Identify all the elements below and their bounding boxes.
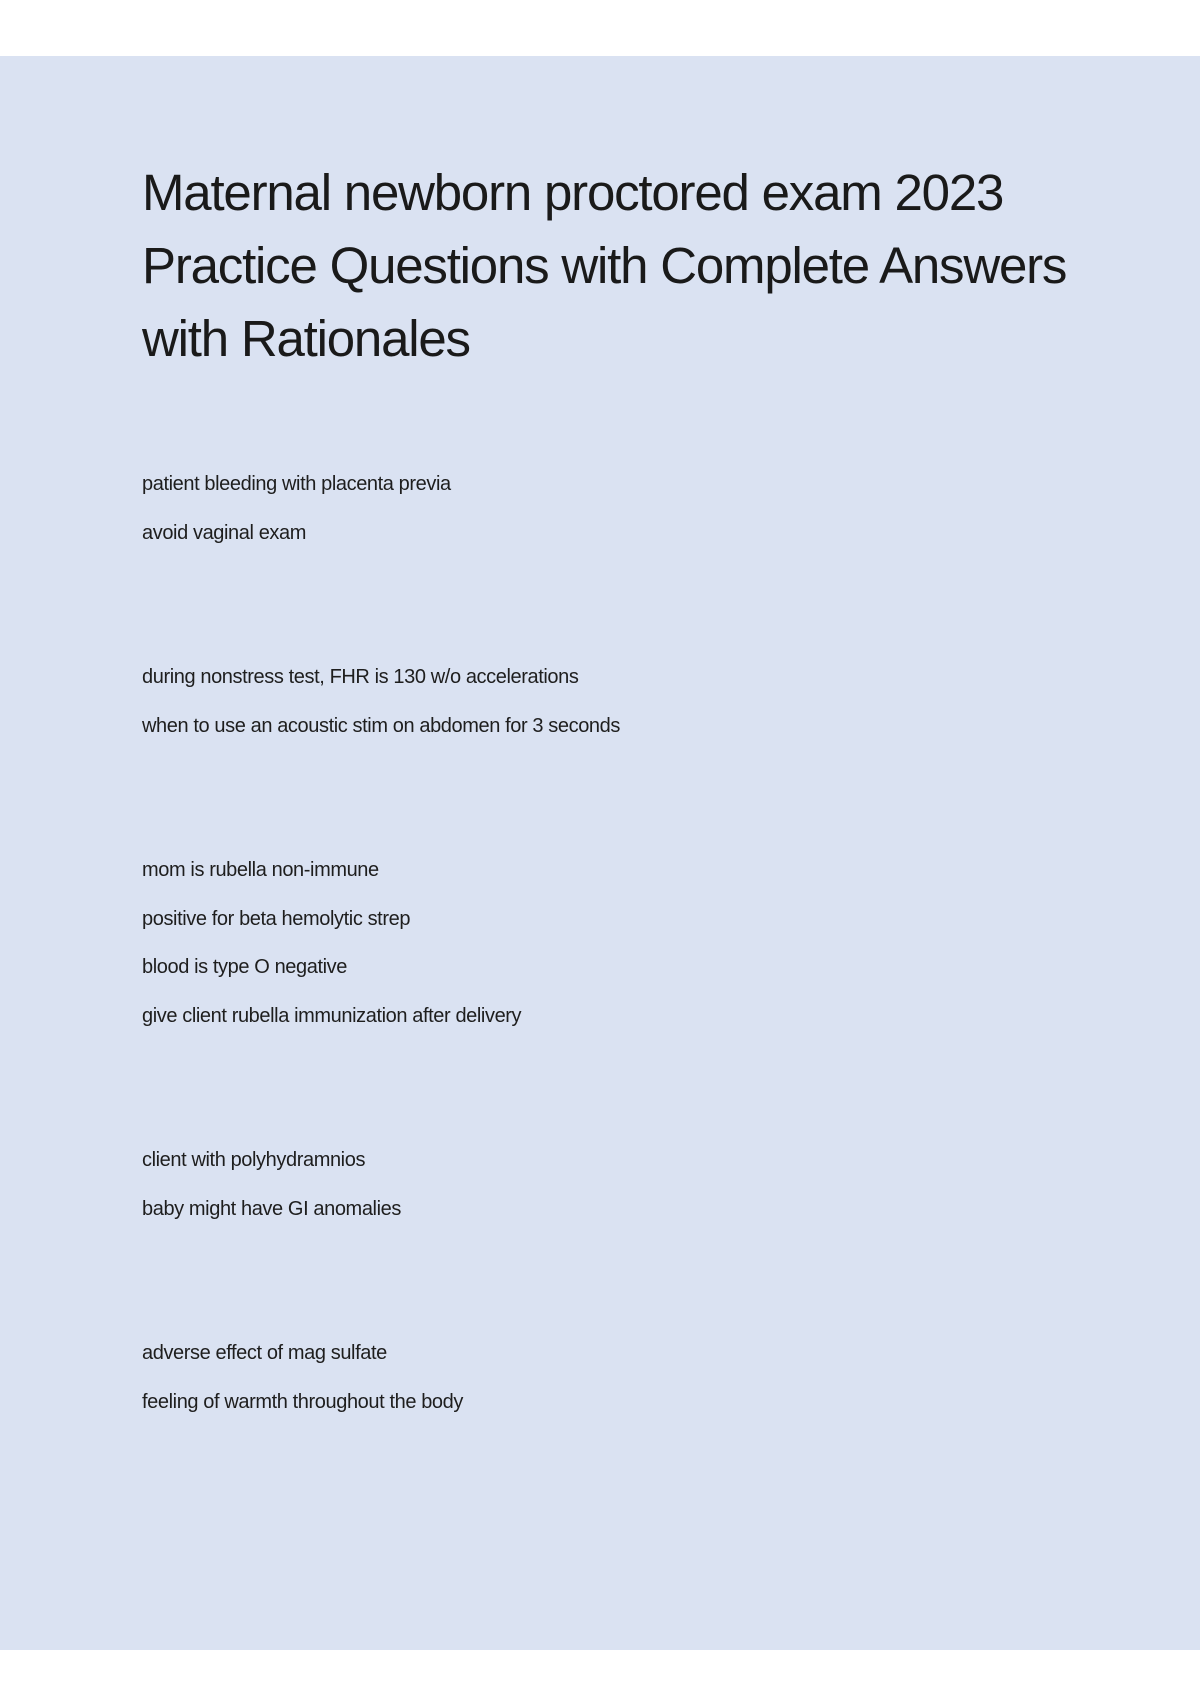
question-1: patient bleeding with placenta previa bbox=[142, 473, 451, 495]
title-line-1: Maternal newborn proctored exam 2023 bbox=[142, 164, 1004, 221]
answer-3: give client rubella immunization after delivery bbox=[142, 1005, 522, 1027]
answer-5: feeling of warmth throughout the body bbox=[142, 1391, 463, 1413]
document-title bbox=[142, 156, 1142, 375]
title-line-2: Practice Questions with Complete Answers bbox=[142, 237, 1067, 294]
question-3-detail-2: blood is type O negative bbox=[142, 956, 347, 978]
answer-1: avoid vaginal exam bbox=[142, 522, 307, 544]
question-5: adverse effect of mag sulfate bbox=[142, 1342, 387, 1364]
title-line-3: with Rationales bbox=[142, 310, 470, 367]
document-page bbox=[0, 56, 1200, 1650]
question-3: mom is rubella non-immune bbox=[142, 859, 379, 881]
question-4: client with polyhydramnios bbox=[142, 1149, 366, 1171]
question-3-detail-1: positive for beta hemolytic strep bbox=[142, 908, 411, 930]
question-2: during nonstress test, FHR is 130 w/o accelerations bbox=[142, 666, 579, 688]
answer-4: baby might have GI anomalies bbox=[142, 1198, 401, 1220]
answer-2: when to use an acoustic stim on abdomen for 3 seconds bbox=[142, 715, 620, 737]
